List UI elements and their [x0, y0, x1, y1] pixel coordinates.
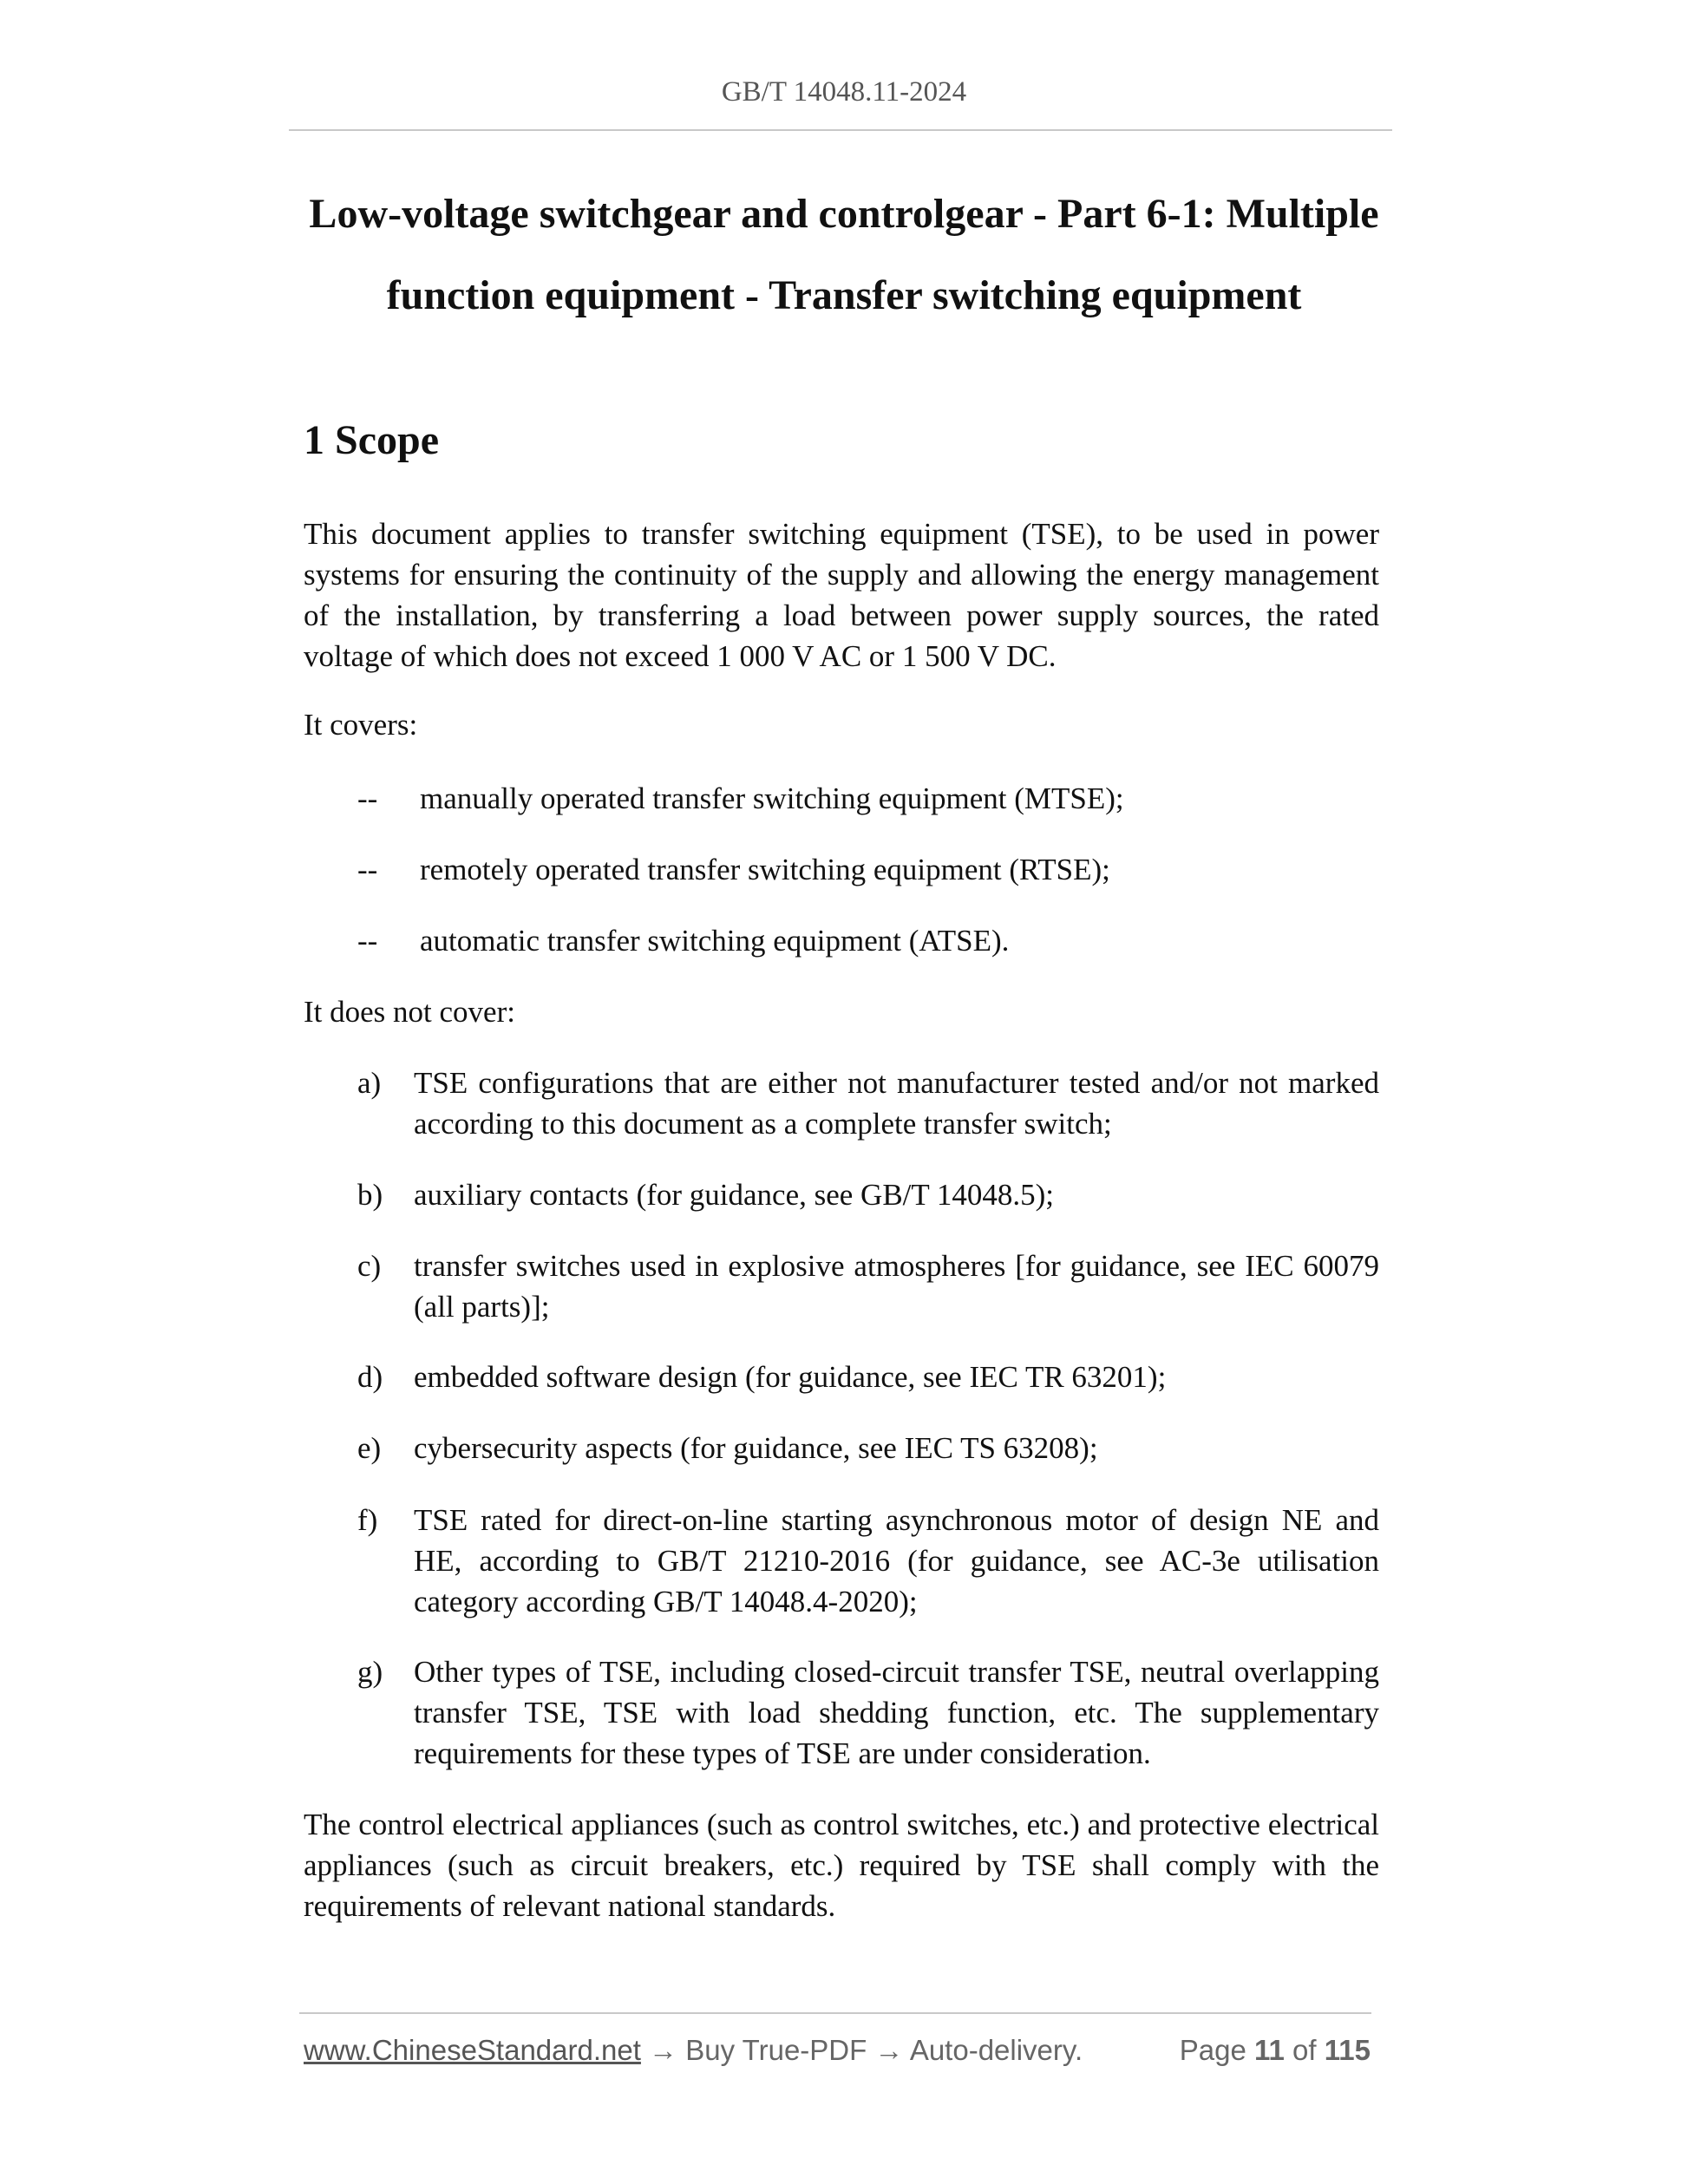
list-letter-marker: e) — [357, 1431, 382, 1465]
intro-paragraph: This document applies to transfer switching equipment (TSE), to be used in power systems for ensuring the continuity of the supply and allowing the energy management of the installation, by transferring a load between power supply sources, the rated voltage of which does not exceed 1 000 V AC or 1 500 V DC. — [304, 517, 1379, 673]
list-item-text: automatic transfer switching equipment (ATSE). — [420, 924, 1010, 958]
exclusion-list-item — [357, 1357, 1379, 1397]
list-item-text: cybersecurity aspects (for guidance, see IEC TS 63208); — [414, 1431, 1098, 1465]
list-item-text: Other types of TSE, including closed-circuit transfer TSE, neutral overlapping transfer TSE, TSE with load shedding function, etc. The supplementary requirements for these types of TSE are under consideration. — [414, 1655, 1379, 1770]
website-link[interactable]: www.ChineseStandard.net — [304, 2034, 641, 2066]
page-label: Page — [1179, 2034, 1246, 2066]
list-letter-marker: b) — [357, 1178, 383, 1212]
exclusion-list-item — [357, 1428, 1379, 1468]
page-of-label: of — [1292, 2034, 1317, 2066]
list-dash-marker: -- — [357, 924, 378, 958]
page-indicator — [1180, 2031, 1371, 2070]
list-letter-marker: g) — [357, 1655, 383, 1689]
list-dash-marker: -- — [357, 853, 378, 886]
title-line-1: Low-voltage switchgear and controlgear - Part 6-1: Multiple — [309, 191, 1379, 237]
exclusion-list-item — [357, 1500, 1379, 1622]
standard-code-header: GB/T 14048.11-2024 — [721, 76, 967, 108]
exclusion-list-item — [357, 1651, 1379, 1774]
closing-paragraph: The control electrical appliances (such as control switches, etc.) and protective electrical appliances (such as circuit breakers, etc.) required by TSE shall comply with the requirements of relevant national standards. — [304, 1808, 1379, 1923]
section-heading-scope: 1 Scope — [304, 417, 439, 463]
list-item-text: auxiliary contacts (for guidance, see GB/T 14048.5); — [414, 1178, 1055, 1212]
not-cover-label: It does not cover: — [304, 995, 515, 1029]
footer-promo-text: → Buy True-PDF → Auto-delivery. — [640, 2034, 1083, 2066]
list-item-text: TSE configurations that are either not manufacturer tested and/or not marked according to this document as a complete transfer switch; — [414, 1066, 1379, 1141]
page-current: 11 — [1253, 2034, 1285, 2066]
footer-divider — [299, 2012, 1371, 2014]
list-item-text: embedded software design (for guidance, see IEC TR 63201); — [414, 1360, 1167, 1394]
exclusion-list-item — [357, 1174, 1379, 1215]
list-item-text: TSE rated for direct-on-line starting asynchronous motor of design NE and HE, according to GB/T 21210-2016 (for guidance, see AC-3e utilisation category according GB/T 14048.4-2020); — [414, 1503, 1379, 1618]
list-item-text: transfer switches used in explosive atmospheres [for guidance, see IEC 60079 (all parts)]; — [414, 1249, 1379, 1324]
list-letter-marker: d) — [357, 1360, 383, 1394]
covers-label: It covers: — [304, 708, 418, 742]
title-line-2: function equipment - Transfer switching equipment — [386, 272, 1302, 318]
list-dash-marker: -- — [357, 781, 378, 815]
list-item-text: remotely operated transfer switching equipment (RTSE); — [420, 853, 1110, 886]
exclusion-list-item — [357, 1246, 1379, 1327]
page-footer — [304, 2031, 1371, 2070]
list-item-text: manually operated transfer switching equipment (MTSE); — [420, 781, 1124, 815]
list-letter-marker: a) — [357, 1066, 382, 1100]
exclusion-list-item — [357, 1063, 1379, 1144]
list-letter-marker: f) — [357, 1503, 378, 1537]
header-divider — [289, 129, 1392, 131]
page-total: 115 — [1324, 2034, 1371, 2066]
document-title — [260, 173, 1428, 337]
list-letter-marker: c) — [357, 1249, 382, 1283]
